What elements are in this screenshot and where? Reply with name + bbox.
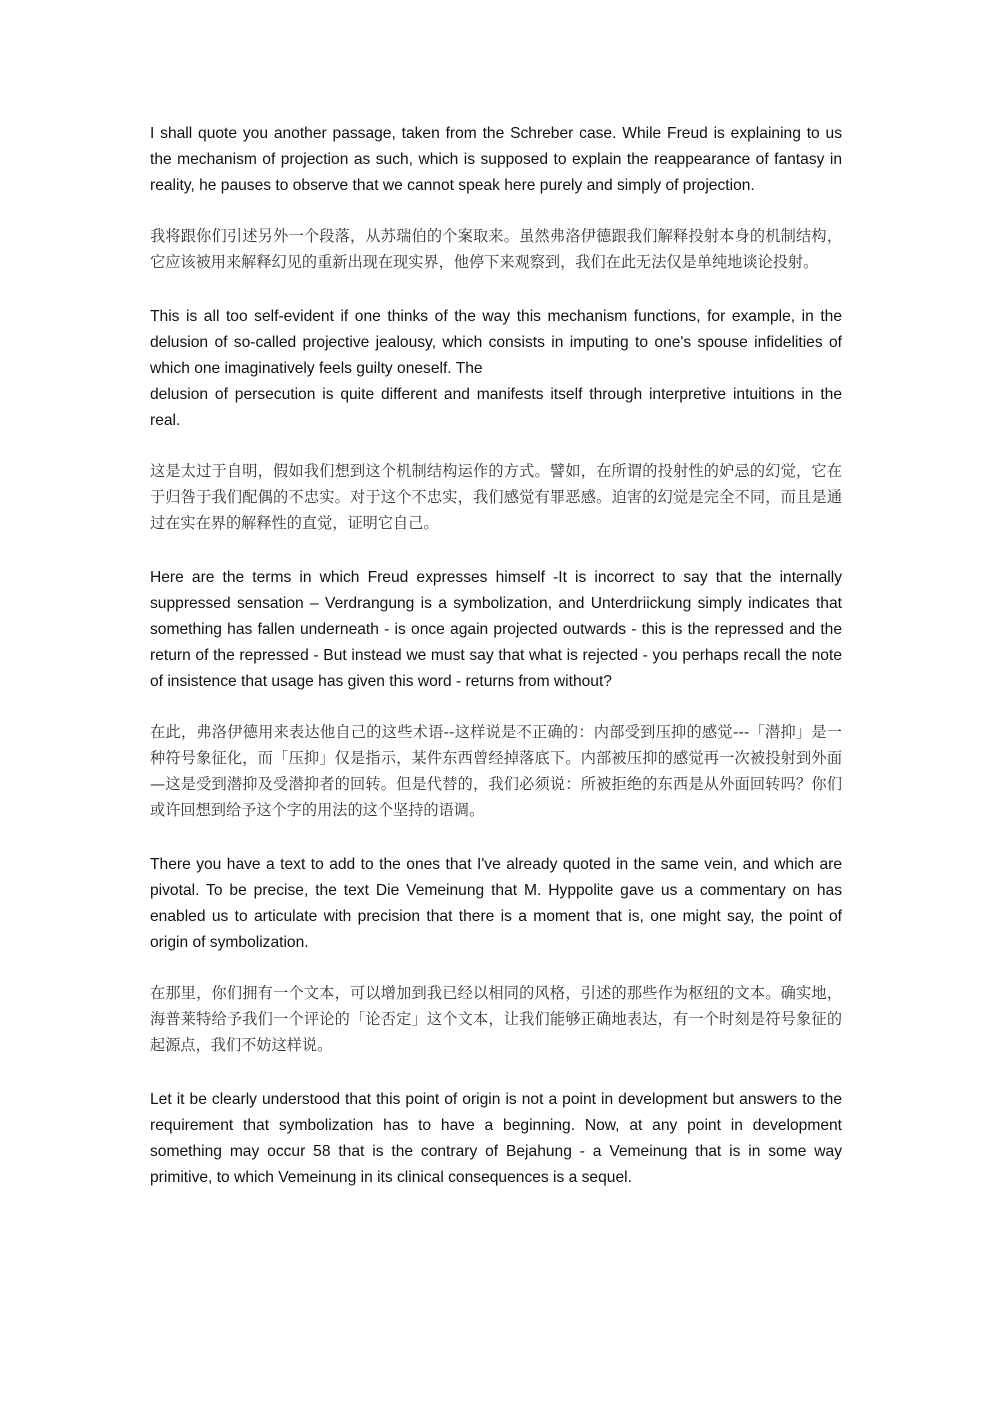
paragraph-zh-4: 在那里，你们拥有一个文本，可以增加到我已经以相同的风格，引述的那些作为枢纽的文本。确实地，海普莱特给予我们一个评论的「论否定」这个文本，让我们能够正确地表达，有一个时刻是符号象征的起源点，我们不妨这样说。	[150, 984, 842, 1054]
paragraph-en-2-part-2: delusion of persecution is quite different and manifests itself through interpretive intuitions in the real.	[150, 386, 842, 429]
paragraph-en-2	[150, 304, 842, 434]
paragraph-en-2-part-1: This is all too self-evident if one thinks of the way this mechanism functions, for example, in the delusion of so-called projective jealousy, which consists in imputing to one's spouse infidelities of which one imaginatively feels guilty oneself. The	[150, 308, 842, 377]
paragraph-en-1: I shall quote you another passage, taken from the Schreber case. While Freud is explaining to us the mechanism of projection as such, which is supposed to explain the reappearance of fantasy in reality, he pauses to observe that we cannot speak here purely and simply of projection.	[150, 125, 842, 194]
paragraph-en-4: There you have a text to add to the ones that I've already quoted in the same vein, and which are pivotal. To be precise, the text Die Vemeinung that M. Hyppolite gave us a commentary on has enabled us to articulate with precision that there is a moment that is, one might say, the point of origin of symbolization.	[150, 856, 842, 951]
paragraph-en-3: Here are the terms in which Freud expresses himself -It is incorrect to say that the internally suppressed sensation – Verdrangung is a symbolization, and Unterdriickung simply indicates that something has fallen underneath - is once again projected outwards - this is the repressed and the return of the repressed - But instead we must say that what is rejected - you perhaps recall the note of insistence that usage has given this word - returns from without?	[150, 569, 842, 690]
paragraph-zh-1: 我将跟你们引述另外一个段落，从苏瑞伯的个案取来。虽然弗洛伊德跟我们解释投射本身的机制结构，它应该被用来解释幻见的重新出现在现实界，他停下来观察到，我们在此无法仅是单纯地谈论投射。	[150, 227, 842, 271]
document-page	[150, 121, 842, 1191]
paragraph-zh-3: 在此，弗洛伊德用来表达他自己的这些术语--这样说是不正确的：内部受到压抑的感觉---「潜抑」是一种符号象征化，而「压抑」仅是指示，某件东西曾经掉落底下。内部被压抑的感觉再一次被投射到外面—这是受到潜抑及受潜抑者的回转。但是代替的，我们必须说：所被拒绝的东西是从外面回转吗？你们或许回想到给予这个字的用法的这个坚持的语调。	[150, 723, 842, 819]
paragraph-en-5: Let it be clearly understood that this point of origin is not a point in development but answers to the requirement that symbolization has to have a beginning. Now, at any point in development something may occur 58 that is the contrary of Bejahung - a Vemeinung that is in some way primitive, to which Vemeinung in its clinical consequences is a sequel.	[150, 1091, 842, 1186]
paragraph-zh-2: 这是太过于自明，假如我们想到这个机制结构运作的方式。譬如，在所谓的投射性的妒忌的幻觉，它在于归咎于我们配偶的不忠实。对于这个不忠实，我们感觉有罪恶感。迫害的幻觉是完全不同，而且是通过在实在界的解释性的直觉，证明它自己。	[150, 462, 842, 532]
